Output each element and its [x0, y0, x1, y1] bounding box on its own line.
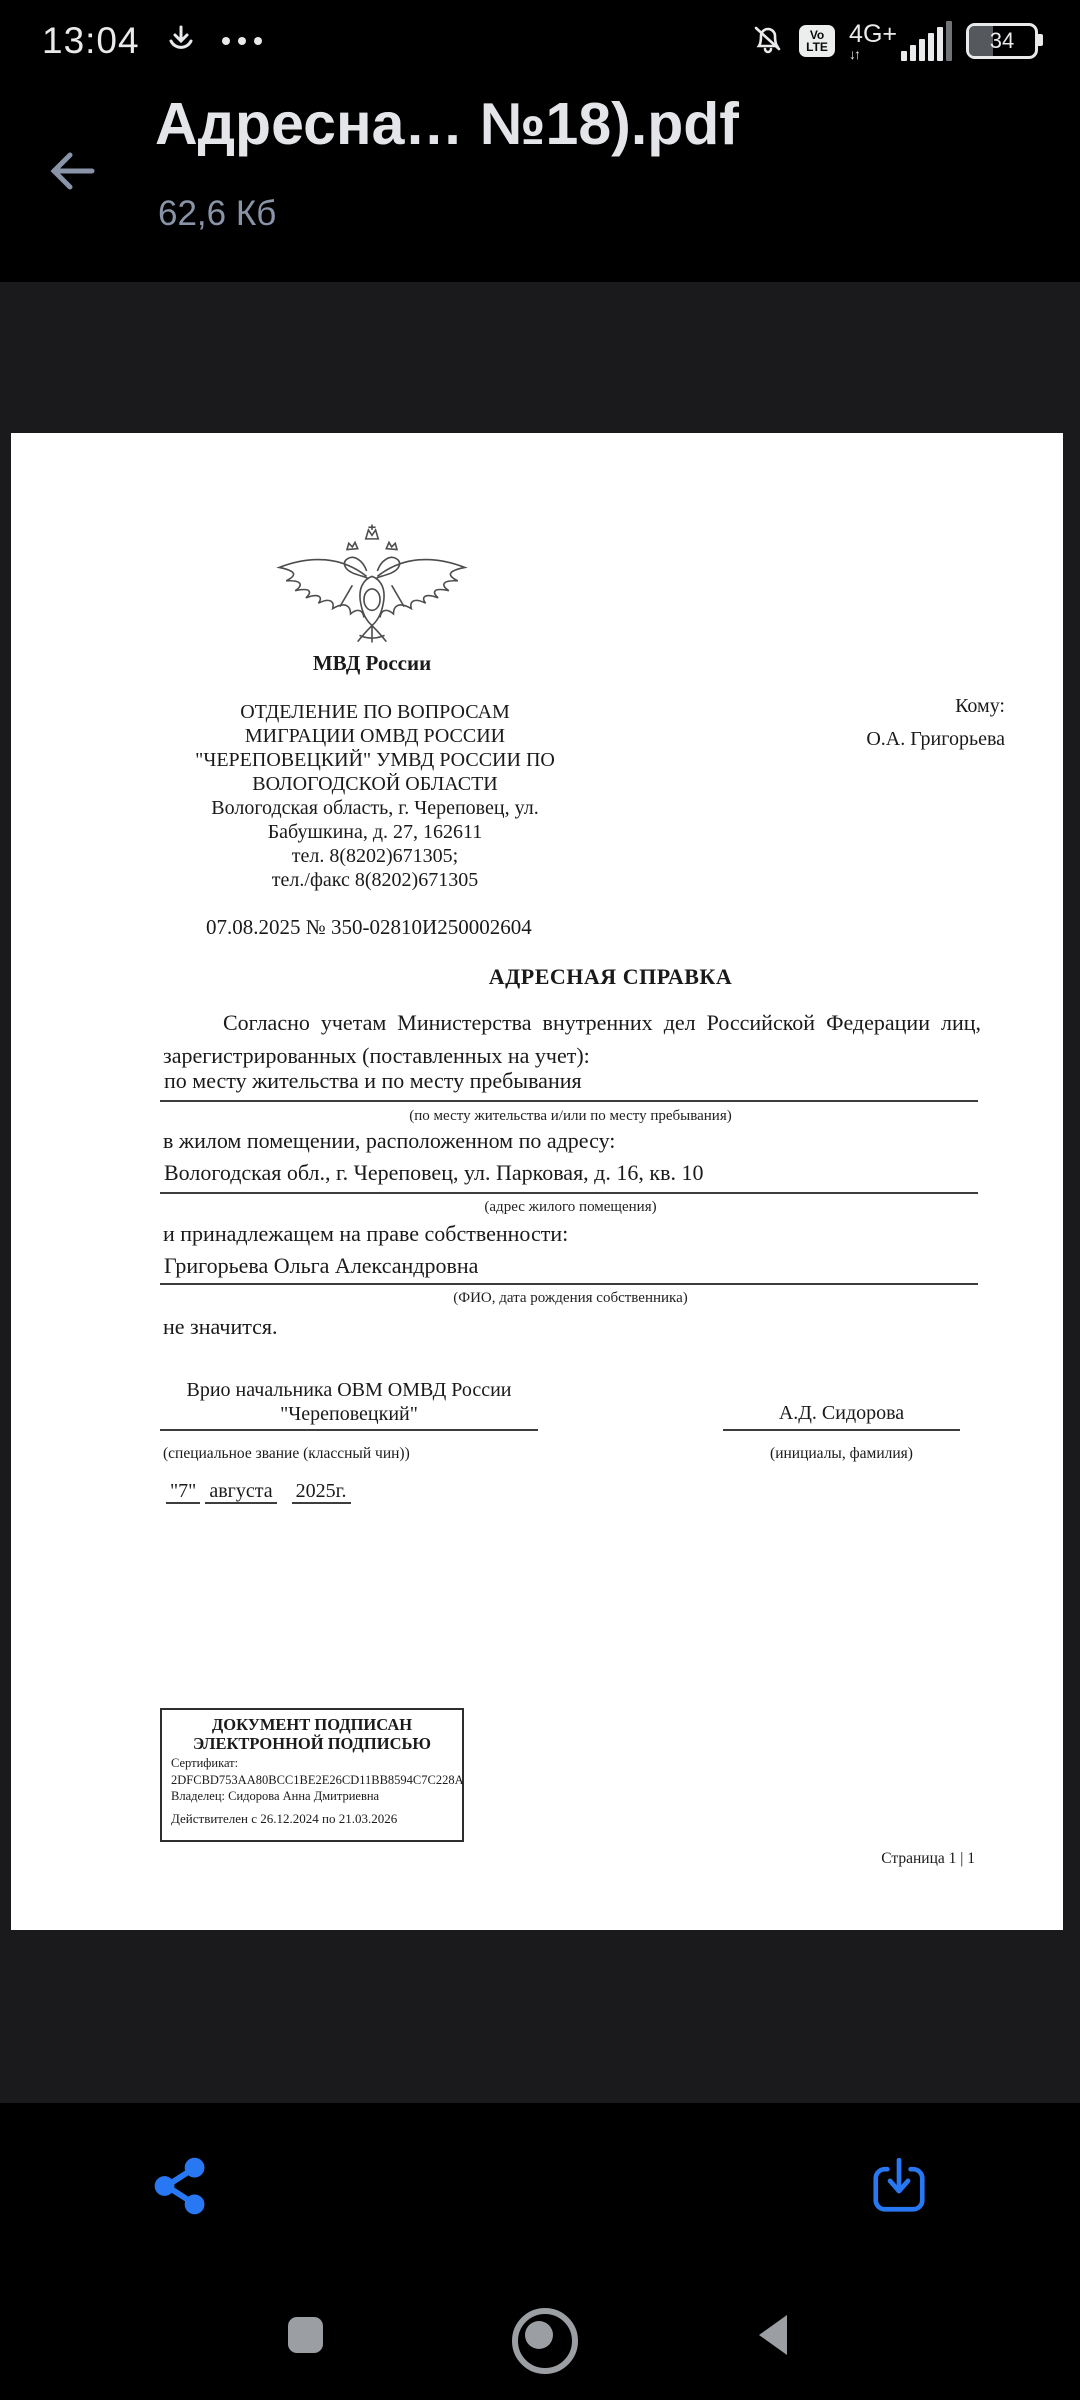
data-arrows-icon: ↓↑ — [849, 46, 860, 62]
back-arrow-icon[interactable] — [44, 142, 104, 202]
signature-date: "7" августа 2025г. — [166, 1480, 351, 1503]
signature-rule-left — [160, 1429, 538, 1431]
share-button[interactable] — [150, 2155, 212, 2217]
bell-muted-icon — [751, 22, 785, 61]
signer-name: А.Д. Сидорова — [778, 1402, 905, 1424]
ellipsis-icon — [222, 37, 262, 45]
back-button[interactable] — [756, 2313, 790, 2357]
download-progress-icon — [166, 24, 196, 59]
volte-badge: Vo LTE — [799, 25, 835, 57]
battery-level: 34 — [989, 28, 1015, 53]
registration-type-field: по месту жительства и по месту пребывания — [160, 1068, 978, 1102]
signal-bars-icon — [901, 21, 952, 61]
mvd-eagle-emblem — [272, 521, 472, 655]
addressee-label: Кому: — [955, 695, 1005, 717]
agency-caption: МВД России — [312, 651, 432, 675]
signer-position: Врио начальника ОВМ ОМВД России "Череповецкий" — [186, 1379, 512, 1425]
certificate-validity: Действителен с 26.12.2024 по 21.03.2026 — [171, 1810, 398, 1826]
owner-name-field: Григорьева Ольга Александровна — [160, 1253, 978, 1285]
clock: 13:04 — [42, 20, 140, 61]
signal-indicator — [849, 21, 952, 61]
file-size: 62,6 Кб — [158, 194, 277, 233]
home-button[interactable] — [512, 2308, 578, 2374]
recents-button[interactable] — [288, 2317, 323, 2353]
certificate-label: Сертификат: — [171, 1756, 239, 1770]
premises-line: в жилом помещении, расположенном по адресу: — [163, 1128, 616, 1153]
registration-type-caption: (по месту жительства и/или по месту пребывания) — [409, 1108, 732, 1124]
certificate-value: 2DFCBD753AA80BCC1BE2E26CD11BB8594C7C228A — [171, 1772, 464, 1787]
address-field: Вологодская обл., г. Череповец, ул. Парковая, д. 16, кв. 10 — [160, 1160, 978, 1194]
digital-signature-stamp: ДОКУМЕНТ ПОДПИСАН ЭЛЕКТРОННОЙ ПОДПИСЬЮ Сертификат: 2DFCBD753AA80BCC1BE2E26CD11BB8594C7C228A Владелец: Сидорова Анна Дмитриевна Действителен с 26.12.2024 по 21.03.2026 — [160, 1708, 464, 1842]
letterhead-block: ОТДЕЛЕНИЕ ПО ВОПРОСАМ МИГРАЦИИ ОМВД РОССИИ "ЧЕРЕПОВЕЦКИЙ" УМВД РОССИИ ПО ВОЛОГОДСКОЙ ОБЛАСТИ Вологодская область, г. Череповец, ул. Бабушкина, д. 27, 162611 тел. 8(8202)671305; тел./факс 8(8202)671305 — [195, 701, 555, 891]
addressee-name: О.А. Григорьева — [866, 728, 1005, 750]
download-button[interactable] — [868, 2155, 930, 2217]
document-title: АДРЕСНАЯ СПРАВКА — [488, 964, 733, 989]
status-bar — [0, 0, 1080, 82]
file-title: Адресна… №18).pdf — [155, 91, 739, 157]
certificate-owner: Владелец: Сидорова Анна Дмитриевна — [171, 1789, 380, 1803]
address-caption: (адрес жилого помещения) — [484, 1199, 657, 1215]
signature-rule-right — [723, 1429, 960, 1431]
result-line: не значится. — [163, 1314, 278, 1339]
signer-position-caption: (специальное звание (классный чин)) — [163, 1445, 410, 1462]
reference-number: 07.08.2025 № 350-02810И250002604 — [206, 915, 532, 939]
pdf-page — [11, 433, 1063, 1930]
battery-icon — [966, 23, 1038, 59]
action-bar — [0, 2103, 1080, 2285]
intro-paragraph: Согласно учетам Министерства внутренних дел Российской Федерации лиц, зарегистрированных (поставленных на учет): — [163, 1010, 981, 1068]
pdf-viewer[interactable] — [0, 282, 1080, 2103]
navigation-bar — [0, 2285, 1080, 2400]
owner-name-caption: (ФИО, дата рождения собственника) — [453, 1290, 688, 1306]
page-number: Страница 1 | 1 — [881, 1850, 975, 1867]
ownership-line: и принадлежащем на праве собственности: — [163, 1221, 569, 1246]
app-header — [0, 82, 1080, 282]
signer-name-caption: (инициалы, фамилия) — [770, 1445, 913, 1462]
network-type-label: 4G+ — [849, 20, 897, 48]
